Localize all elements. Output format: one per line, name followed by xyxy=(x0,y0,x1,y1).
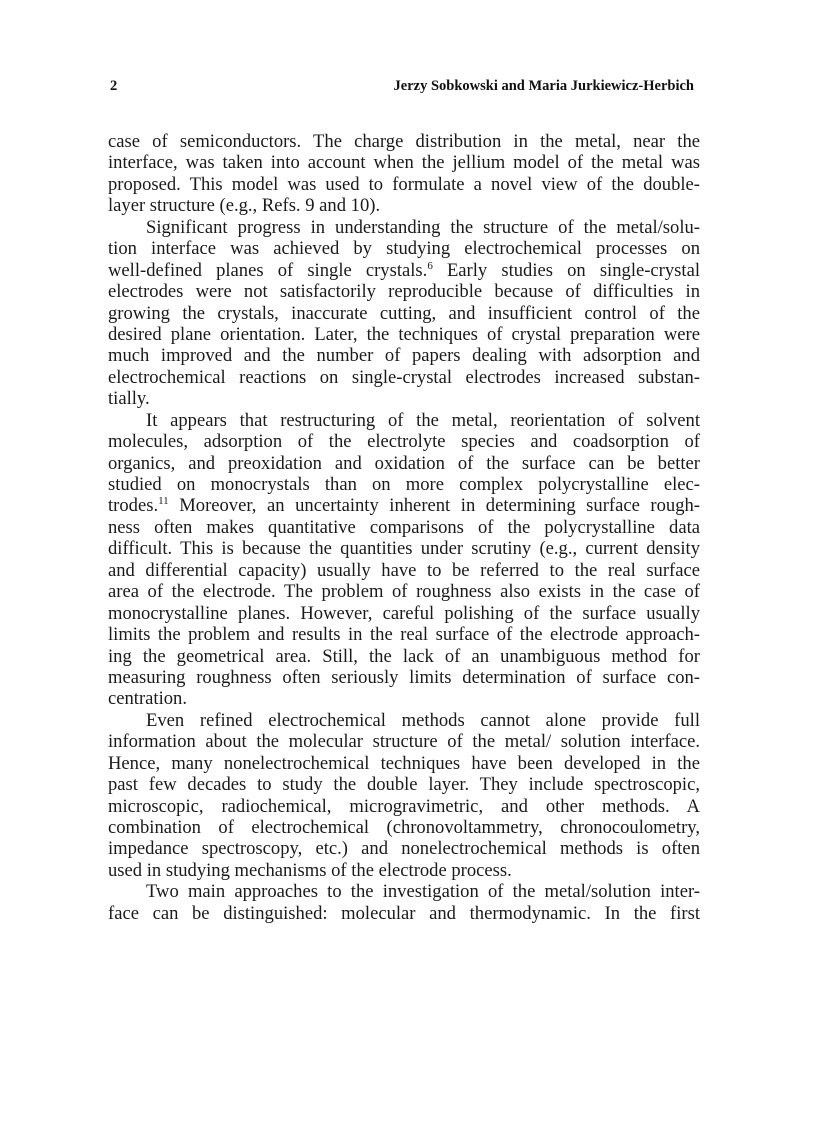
text-line: area of the electrode. The problem of roughness also exists in the case of xyxy=(108,581,700,603)
text-segment: Moreover, an uncertainty inherent in determining surface rough- xyxy=(168,495,700,517)
text-line: used in studying mechanisms of the electrode process. xyxy=(108,859,512,881)
text-line: measuring roughness often seriously limits determination of surface con- xyxy=(108,666,700,688)
running-head-authors: Jerzy Sobkowski and Maria Jurkiewicz-Herbich xyxy=(393,78,694,94)
text-segment: Early studies on single-crystal xyxy=(432,259,700,281)
text-line: tially. xyxy=(108,388,150,410)
text-line: information about the molecular structure of the metal/ solution interface. xyxy=(108,731,700,753)
text-line: past few decades to study the double layer. They include spectroscopic, xyxy=(108,774,700,796)
text-line: difficult. This is because the quantities under scrutiny (e.g., current density xyxy=(108,538,700,560)
text-line: microscopic, radiochemical, microgravimetric, and other methods. A xyxy=(108,795,700,817)
text-line: ing the geometrical area. Still, the lack of an unambiguous method for xyxy=(108,645,700,667)
text-line: Even refined electrochemical methods cannot alone provide full xyxy=(146,709,700,731)
text-line: growing the crystals, inaccurate cutting, and insufficient control of the xyxy=(108,302,700,324)
text-line: impedance spectroscopy, etc.) and nonelectrochemical methods is often xyxy=(108,838,700,860)
text-line: desired plane orientation. Later, the techniques of crystal preparation were xyxy=(108,323,700,345)
text-line: Two main approaches to the investigation of the metal/solution inter- xyxy=(146,881,700,903)
body-text xyxy=(108,131,700,924)
text-line: molecules, adsorption of the electrolyte species and coadsorption of xyxy=(108,431,700,453)
text-segment: well-defined planes of single crystals. xyxy=(108,259,428,281)
text-line: monocrystalline planes. However, careful polishing of the surface usually xyxy=(108,602,700,624)
text-line: tion interface was achieved by studying electrochemical processes on xyxy=(108,238,700,260)
text-line: much improved and the number of papers dealing with adsorption and xyxy=(108,345,700,367)
text-line: interface, was taken into account when the jellium model of the metal was xyxy=(108,152,700,174)
page-number: 2 xyxy=(110,78,118,94)
text-line: studied on monocrystals than on more complex polycrystalline elec- xyxy=(108,474,700,495)
text-line: ness often makes quantitative comparisons of the polycrystalline data xyxy=(108,516,700,538)
text-line: organics, and preoxidation and oxidation of the surface can be better xyxy=(108,452,700,474)
text-line: face can be distinguished: molecular and thermodynamic. In the first xyxy=(108,902,700,924)
text-line: electrodes were not satisfactorily reproducible because of difficulties in xyxy=(108,281,700,303)
text-segment: trodes. xyxy=(108,495,159,517)
citation-superscript: 6 xyxy=(427,259,433,272)
text-line: It appears that restructuring of the metal, reorientation of solvent xyxy=(146,409,700,431)
text-line: proposed. This model was used to formulate a novel view of the double- xyxy=(108,173,700,195)
running-head xyxy=(108,78,694,98)
text-line: combination of electrochemical (chronovoltammetry, chronocoulometry, xyxy=(108,817,700,838)
text-line: and differential capacity) usually have to be referred to the real surface xyxy=(108,559,700,581)
text-line xyxy=(108,260,700,281)
text-line: case of semiconductors. The charge distribution in the metal, near the xyxy=(108,131,700,152)
text-line: layer structure (e.g., Refs. 9 and 10). xyxy=(108,195,381,217)
text-line: centration. xyxy=(108,688,187,710)
text-line: Hence, many nonelectrochemical techniques have been developed in the xyxy=(108,752,700,774)
text-line xyxy=(108,495,700,516)
text-line: electrochemical reactions on single-crystal electrodes increased substan- xyxy=(108,366,700,388)
citation-superscript: 11 xyxy=(158,495,169,508)
text-line: Significant progress in understanding the structure of the metal/solu- xyxy=(146,216,700,238)
text-line: limits the problem and results in the real surface of the electrode approach- xyxy=(108,624,700,646)
